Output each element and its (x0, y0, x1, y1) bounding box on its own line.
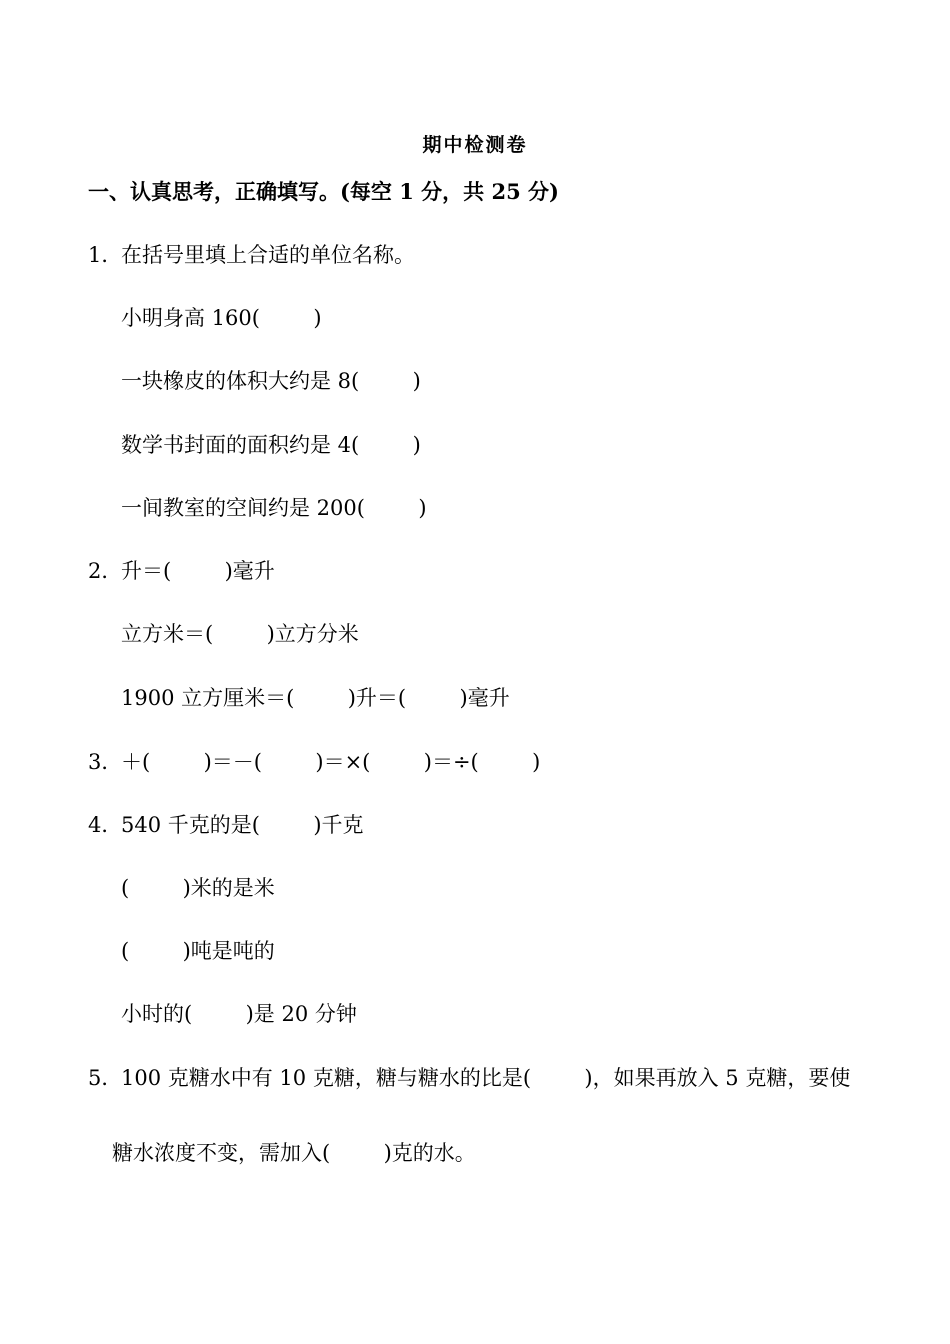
question-number: 1． (88, 243, 123, 267)
question-prompt: 升＝( )毫升 (121, 559, 275, 583)
question-line: 立方米＝( )立方分米 (121, 622, 359, 646)
question-continuation: 糖水浓度不变，需加入( )克的水。 (112, 1141, 476, 1165)
question-line: 1900 立方厘米＝( )升＝( )毫升 (121, 686, 510, 710)
section-heading: 一、认真思考，正确填写。(每空 1 分，共 25 分) (88, 179, 559, 204)
question-prompt: 540 千克的是( )千克 (121, 813, 364, 837)
question-line: ( )吨是吨的 (121, 939, 275, 963)
question-number: 4． (88, 813, 123, 837)
question-line: 小明身高 160( ) (121, 306, 322, 330)
question-line: 数学书封面的面积约是 4( ) (121, 433, 421, 457)
question-prompt: 100 克糖水中有 10 克糖，糖与糖水的比是( )，如果再放入 5 克糖，要使 (121, 1066, 851, 1090)
question-line: 小时的( )是 20 分钟 (121, 1002, 357, 1026)
question-number: 5． (88, 1066, 123, 1090)
page-title: 期中检测卷 (422, 134, 528, 156)
question-line: 一间教室的空间约是 200( ) (121, 496, 427, 520)
question-line: ( )米的是米 (121, 876, 275, 900)
question-prompt: ＋( )＝－( )＝×( )＝÷( ) (121, 750, 541, 774)
question-number: 3． (88, 750, 123, 774)
question-prompt: 在括号里填上合适的单位名称。 (121, 243, 415, 267)
question-line: 一块橡皮的体积大约是 8( ) (121, 369, 421, 393)
question-number: 2． (88, 559, 123, 583)
